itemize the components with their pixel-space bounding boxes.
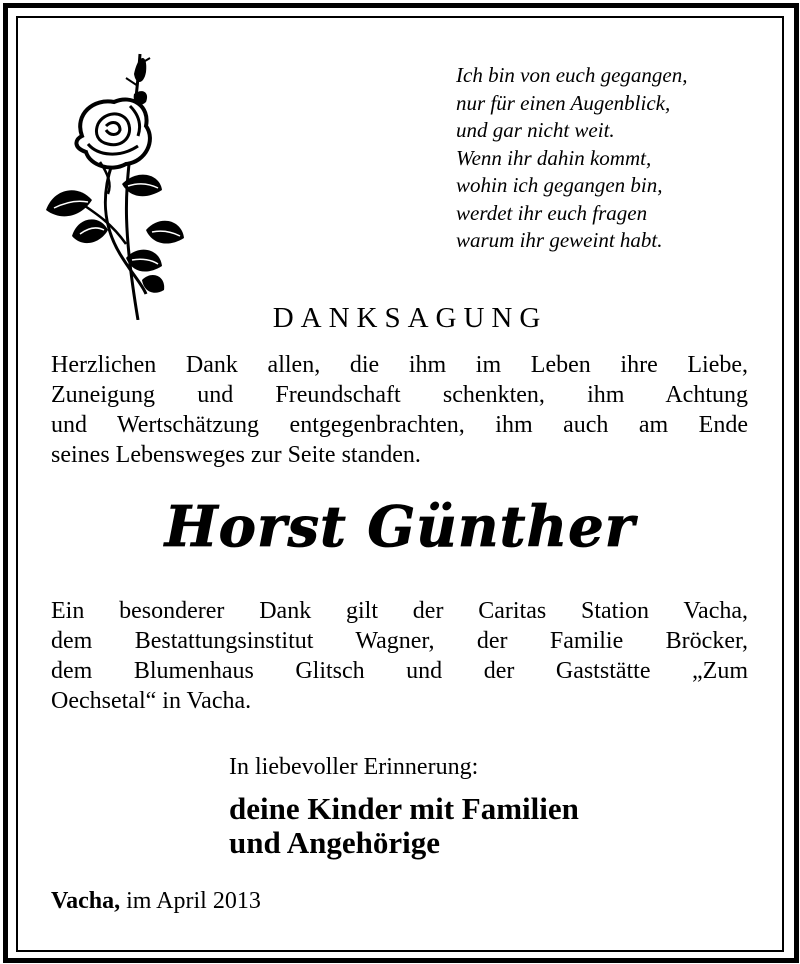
poem-line: Ich bin von euch gegangen, [456, 63, 688, 87]
special-thanks-paragraph [51, 596, 748, 716]
special-thanks-line: dem Bestattungsinstitut Wagner, der Familie Bröcker, [51, 628, 748, 654]
thanks-paragraph [51, 350, 748, 470]
place-date [51, 886, 261, 916]
rose-icon [42, 44, 192, 320]
poem-line: warum ihr geweint habt. [456, 228, 663, 252]
poem [456, 62, 766, 255]
poem-line: Wenn ihr dahin kommt, [456, 145, 652, 170]
heading: DANKSAGUNG [272, 302, 548, 334]
signer-line: deine Kinder mit Familien [229, 791, 579, 826]
poem-line: nur für einen Augenblick, [456, 90, 671, 115]
signers [229, 792, 579, 860]
thanks-line: und Wertschätzung entgegenbrachten, ihm auch am Ende [51, 412, 748, 438]
thanks-line: Zuneigung und Freundschaft schenkten, ihm Achtung [51, 382, 748, 408]
date: im April 2013 [126, 888, 261, 914]
deceased-name-text: Horst Günther [164, 494, 636, 560]
signer-line: und Angehörige [229, 825, 441, 860]
place: Vacha, [51, 888, 121, 914]
poem-line: werdet ihr euch fragen [456, 200, 648, 225]
poem-line: wohin ich gegangen bin, [456, 173, 663, 197]
special-thanks-line: Ein besonderer Dank gilt der Caritas Station Vacha, [51, 598, 748, 624]
thanks-line: seines Lebensweges zur Seite standen. [51, 442, 421, 468]
special-thanks-line: Oechsetal“ in Vacha. [51, 688, 252, 714]
deceased-name [150, 488, 650, 568]
special-thanks-line: dem Blumenhaus Glitsch und der Gaststätte „Zum [51, 658, 748, 684]
thanks-line: Herzlichen Dank allen, die ihm im Leben ihre Liebe, [51, 352, 748, 378]
poem-line: und gar nicht weit. [456, 118, 615, 142]
closing-phrase: In liebevoller Erinnerung: [229, 754, 479, 780]
